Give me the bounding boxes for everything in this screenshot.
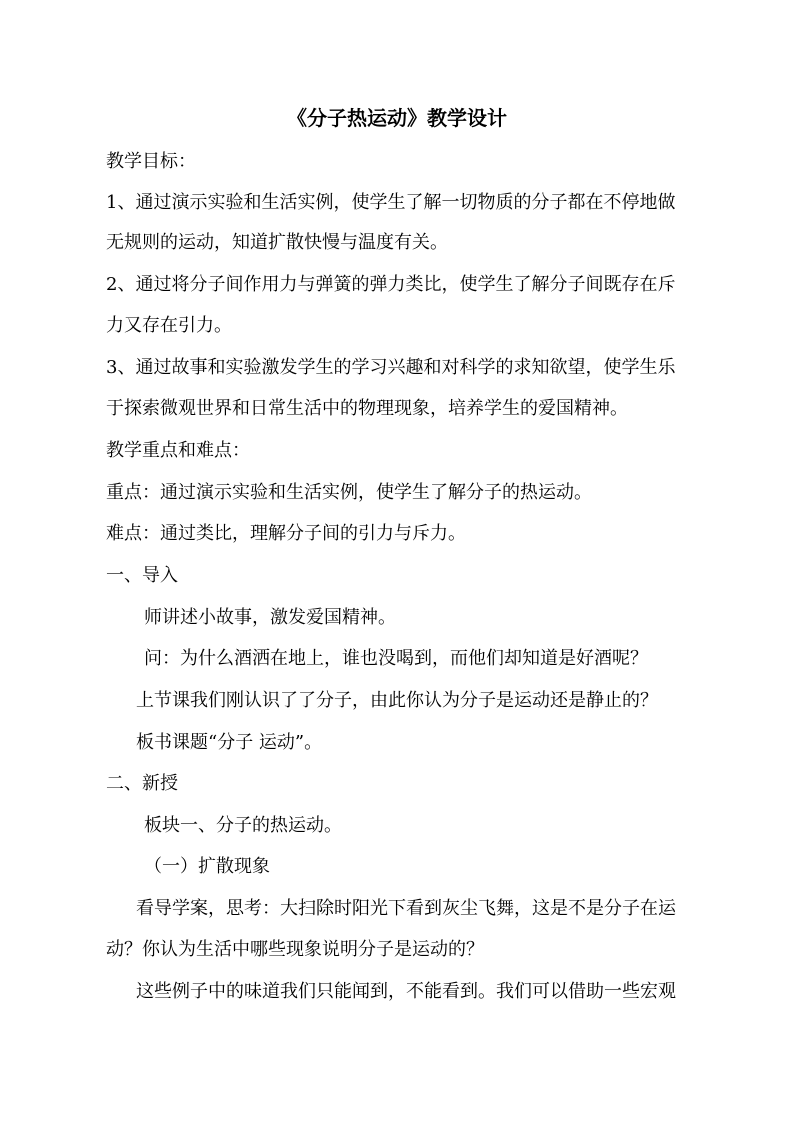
diffusion-paragraph-line-1: 看导学案，思考：大扫除时阳光下看到灰尘飞舞，这是不是分子在运 [136,898,676,919]
intro-previous-lesson: 上节课我们刚认识了了分子，由此你认为分子是运动还是静止的？ [136,690,658,711]
key-points-heading: 教学重点和难点： [106,440,250,461]
diffusion-heading: （一）扩散现象 [144,856,270,877]
intro-heading: 一、导入 [106,565,178,586]
intro-board-title: 板书课题“分子 运动”。 [136,732,323,753]
objective-2-line-1: 2、通过将分子间作用力与弹簧的弹力类比，使学生了解分子间既存在斥 [106,274,676,295]
document-title: 《分子热运动》教学设计 [287,106,507,130]
diffusion-paragraph-line-2: 动？你认为生活中哪些现象说明分子是运动的？ [106,939,484,960]
key-point: 重点：通过演示实验和生活实例，使学生了解分子的热运动。 [106,482,592,503]
new-lesson-heading: 二、新授 [106,773,178,794]
diffusion-paragraph-2-line-1: 这些例子中的味道我们只能闻到，不能看到。我们可以借助一些宏观 [136,981,676,1002]
difficult-point: 难点：通过类比，理解分子间的引力与斥力。 [106,523,466,544]
module-1: 板块一、分子的热运动。 [144,815,342,836]
objective-1-line-1: 1、通过演示实验和生活实例，使学生了解一切物质的分子都在不停地做 [106,192,676,213]
intro-story: 师讲述小故事，激发爱国精神。 [144,607,396,628]
objectives-heading: 教学目标： [106,151,196,172]
objective-3-line-1: 3、通过故事和实验激发学生的学习兴趣和对科学的求知欲望，使学生乐 [106,357,676,378]
objective-3-line-2: 于探索微观世界和日常生活中的物理现象，培养学生的爱国精神。 [106,398,628,419]
objective-1-line-2: 无规则的运动，知道扩散快慢与温度有关。 [106,232,448,253]
objective-2-line-2: 力又存在引力。 [106,315,232,336]
intro-question: 问：为什么酒洒在地上，谁也没喝到，而他们却知道是好酒呢？ [144,648,648,669]
